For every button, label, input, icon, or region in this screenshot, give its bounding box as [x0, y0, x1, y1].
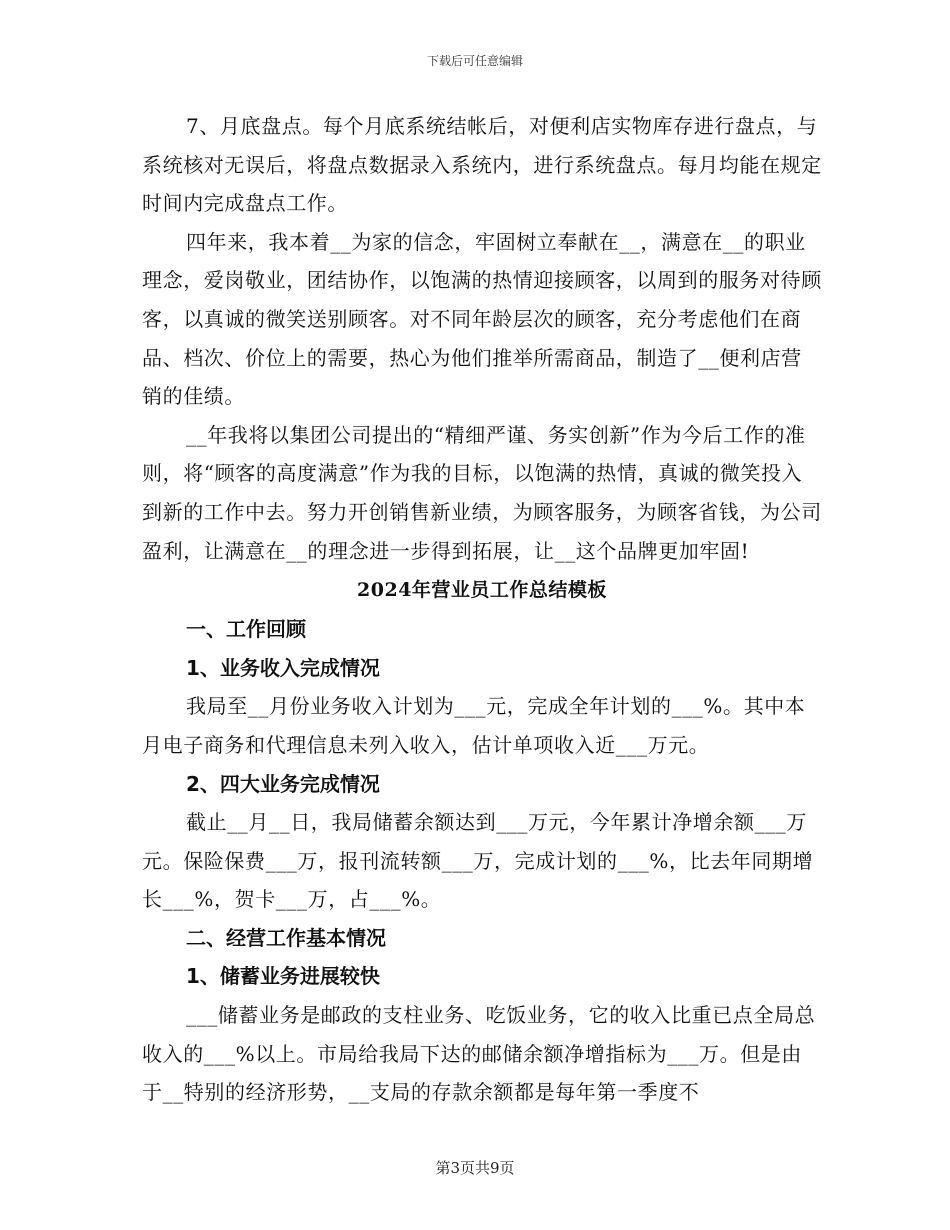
page-number: 第3页共9页 [435, 1159, 515, 1177]
subheading-revenue: 1、业务收入完成情况 [186, 655, 380, 680]
paragraph-savings: ___储蓄业务是邮政的支柱业务、吃饭业务，它的收入比重已点全局总收入的___%以上。市局给我局下达的邮储余额净增指标为___万。但是由于__特别的经济形势，__支局的存款余额都是每年第一季度不 [142, 1003, 816, 1105]
subheading-four-businesses: 2、四大业务完成情况 [186, 771, 380, 796]
paragraph-revenue: 我局至__月份业务收入计划为___元，完成全年计划的___%。其中本月电子商务和代理信息未列入收入，估计单项收入近___万元。 [142, 694, 806, 757]
paragraph-four-years: 四年来，我本着__为家的信念，牢固树立奉献在__，满意在__的职业理念，爱岗敬业，团结协作，以饱满的热情迎接顾客，以周到的服务对待顾客，以真诚的微笑送别顾客。对不同年龄层次的顾客，充分考虑他们在商品、档次、价位上的需要，热心为他们推举所需商品，制造了__便利店营销的佳绩。 [142, 229, 822, 409]
section-heading-review: 一、工作回顾 [186, 617, 306, 642]
document-title: 2024年营业员工作总结模板 [357, 579, 607, 602]
document-body [142, 107, 822, 1112]
section-heading-operations: 二、经营工作基本情况 [186, 925, 386, 950]
paragraph-stocktaking: 7、月底盘点。每个月底系统结帐后，对便利店实物库存进行盘点，与系统核对无误后，将盘点数据录入系统内，进行系统盘点。每月均能在规定时间内完成盘点工作。 [142, 114, 822, 216]
paragraph-plans: __年我将以集团公司提出的“精细严谨、务实创新”作为今后工作的准则，将“顾客的高度满意”作为我的目标，以饱满的热情，真诚的微笑投入到新的工作中去。努力开创销售新业绩，为顾客服务，为顾客省钱，为公司盈利，让满意在__的理念进一步得到拓展，让__这个品牌更加牢固! [142, 422, 822, 563]
page-header: 下载后可任意编辑 [426, 54, 523, 68]
subheading-savings: 1、储蓄业务进展较快 [186, 964, 380, 989]
paragraph-four-businesses: 截止__月__日，我局储蓄余额达到___万元，今年累计净增余额___万元。保险保费___万，报刊流转额___万，完成计划的___%，比去年同期增长___%，贺卡___万，占___%。 [142, 810, 814, 912]
